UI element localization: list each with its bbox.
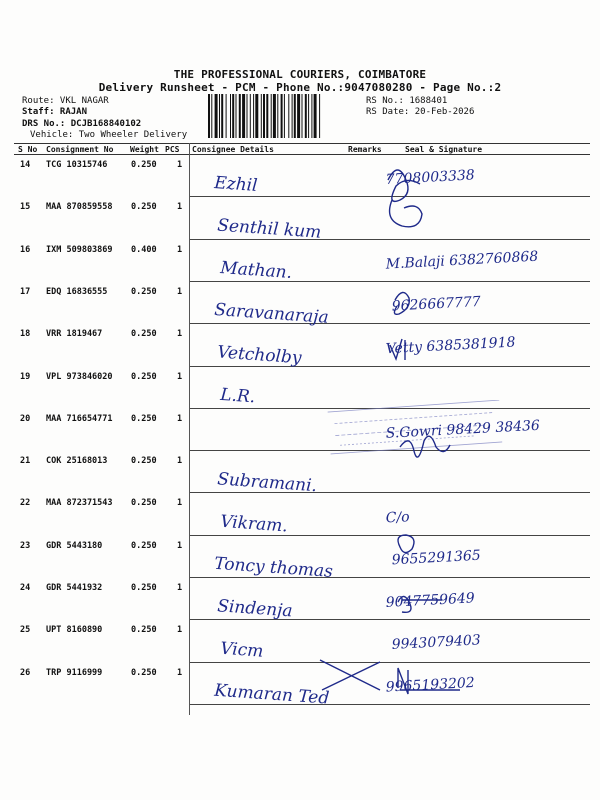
signature-handwriting: S.Gowri 98429 38436 <box>385 417 541 442</box>
row-sno: 21 <box>20 456 31 467</box>
row-pcs: 1 <box>177 286 183 297</box>
row-consignment: MAA 870859558 <box>46 202 113 213</box>
signature-handwriting: 9626667777 <box>391 293 482 315</box>
row-pcs: 1 <box>177 498 183 509</box>
row-sno: 24 <box>20 583 31 593</box>
signature-handwriting: 9943079403 <box>391 632 482 653</box>
row-weight: 0.250 <box>131 413 157 424</box>
row-weight: 0.250 <box>131 540 157 551</box>
row-sno: 19 <box>20 371 31 382</box>
row-consignment: MAA 872371543 <box>46 498 113 509</box>
runsheet-title: Delivery Runsheet - PCM - Phone No.:9047080280 - Page No.:2 <box>98 81 502 94</box>
row-pcs: 1 <box>177 160 183 170</box>
row-consignment: IXM 509803869 <box>46 244 113 255</box>
row-weight: 0.250 <box>131 583 157 593</box>
consignee-handwriting: Vikram. <box>219 511 289 537</box>
row-sno: 15 <box>20 202 31 213</box>
row-pcs: 1 <box>177 244 183 255</box>
row-consignment: GDR 5441932 <box>46 583 103 593</box>
row-sno: 14 <box>20 160 31 170</box>
row-consignment: UPT 8160890 <box>46 625 103 636</box>
row-weight: 0.250 <box>131 160 157 170</box>
consignee-handwriting: Kumaran Ted <box>213 680 330 709</box>
row-weight: 0.250 <box>131 329 157 340</box>
consignee-handwriting: Vicm <box>219 638 264 662</box>
row-consignment: EDQ 16836555 <box>46 286 108 297</box>
signature-handwriting: C/o <box>385 509 411 527</box>
col-pcs: PCS <box>165 145 180 154</box>
consignee-handwriting: Ezhil <box>213 173 259 197</box>
row-weight: 0.250 <box>131 286 157 297</box>
signature-handwriting: 9965193202 <box>385 674 476 696</box>
row-weight: 0.400 <box>131 244 157 255</box>
row-pcs: 1 <box>177 540 183 551</box>
col-remarks: Remarks <box>348 145 382 154</box>
row-pcs: 1 <box>177 329 183 340</box>
staff-label: Staff: RAJAN <box>22 107 88 117</box>
row-pcs: 1 <box>177 371 183 382</box>
row-consignment: GDR 5443180 <box>46 540 103 551</box>
col-weight: Weight <box>130 145 159 154</box>
signature-handwriting: M.Balaji 6382760868 <box>385 248 539 273</box>
row-pcs: 1 <box>177 413 183 424</box>
row-consignment: VRR 1819467 <box>46 329 103 340</box>
consignee-handwriting: L.R. <box>219 384 256 408</box>
rs-no-label: RS No.: 1688401 <box>366 96 448 106</box>
drs-label: DRS No.: DCJB168840102 <box>22 119 142 129</box>
row-pcs: 1 <box>177 667 183 678</box>
consignee-handwriting: Subramani. <box>216 469 318 497</box>
row-consignment: TRP 9116999 <box>46 667 103 678</box>
consignee-handwriting: Mathan. <box>219 258 293 284</box>
vehicle-label: Vehicle: Two Wheeler Delivery <box>30 130 188 140</box>
col-consignee: Consignee Details <box>192 145 274 154</box>
rs-date-label: RS Date: 20-Feb-2026 <box>366 107 475 117</box>
row-sno: 20 <box>20 413 31 424</box>
row-sno: 23 <box>20 540 31 551</box>
col-seal: Seal & Signature <box>405 145 483 154</box>
consignee-handwriting: Senthil kum <box>216 215 322 243</box>
row-weight: 0.250 <box>131 498 157 509</box>
row-pcs: 1 <box>177 583 183 593</box>
row-weight: 0.250 <box>131 667 157 678</box>
company-title: THE PROFESSIONAL COURIERS, COIMBATORE <box>173 68 427 81</box>
signature-handwriting: 9655291365 <box>391 547 482 569</box>
row-pcs: 1 <box>177 202 183 213</box>
row-sno: 16 <box>20 244 31 255</box>
signature-handwriting: 7708003338 <box>385 167 476 188</box>
row-weight: 0.250 <box>131 202 157 213</box>
row-consignment: TCG 10315746 <box>46 160 108 170</box>
consignee-handwriting: Sindenja <box>216 596 294 622</box>
row-sno: 22 <box>20 498 31 509</box>
signature-handwriting: Vetty 6385381918 <box>385 334 516 358</box>
row-weight: 0.250 <box>131 456 157 467</box>
row-weight: 0.250 <box>131 625 157 636</box>
row-weight: 0.250 <box>131 371 157 382</box>
col-consignment: Consignment No <box>46 145 114 154</box>
row-pcs: 1 <box>177 456 183 467</box>
row-pcs: 1 <box>177 625 183 636</box>
signature-scribble <box>398 535 414 553</box>
row-sno: 25 <box>20 625 31 636</box>
row-consignment: VPL 973846020 <box>46 371 113 382</box>
row-sno: 18 <box>20 329 31 340</box>
signature-scribble <box>390 200 422 227</box>
row-consignment: MAA 716654771 <box>46 413 113 424</box>
consignee-handwriting: Vetcholby <box>216 342 303 369</box>
signature-scribble <box>320 660 380 690</box>
row-sno: 26 <box>20 667 31 678</box>
row-sno: 17 <box>20 286 31 297</box>
consignee-handwriting: Saravanaraja <box>213 299 330 328</box>
consignee-handwriting: Toncy thomas <box>213 553 334 582</box>
col-sno: S No <box>18 145 38 154</box>
signature-handwriting: 9047759649 <box>385 590 476 611</box>
row-consignment: COK 25168013 <box>46 456 108 467</box>
route-label: Route: VKL NAGAR <box>22 96 109 106</box>
